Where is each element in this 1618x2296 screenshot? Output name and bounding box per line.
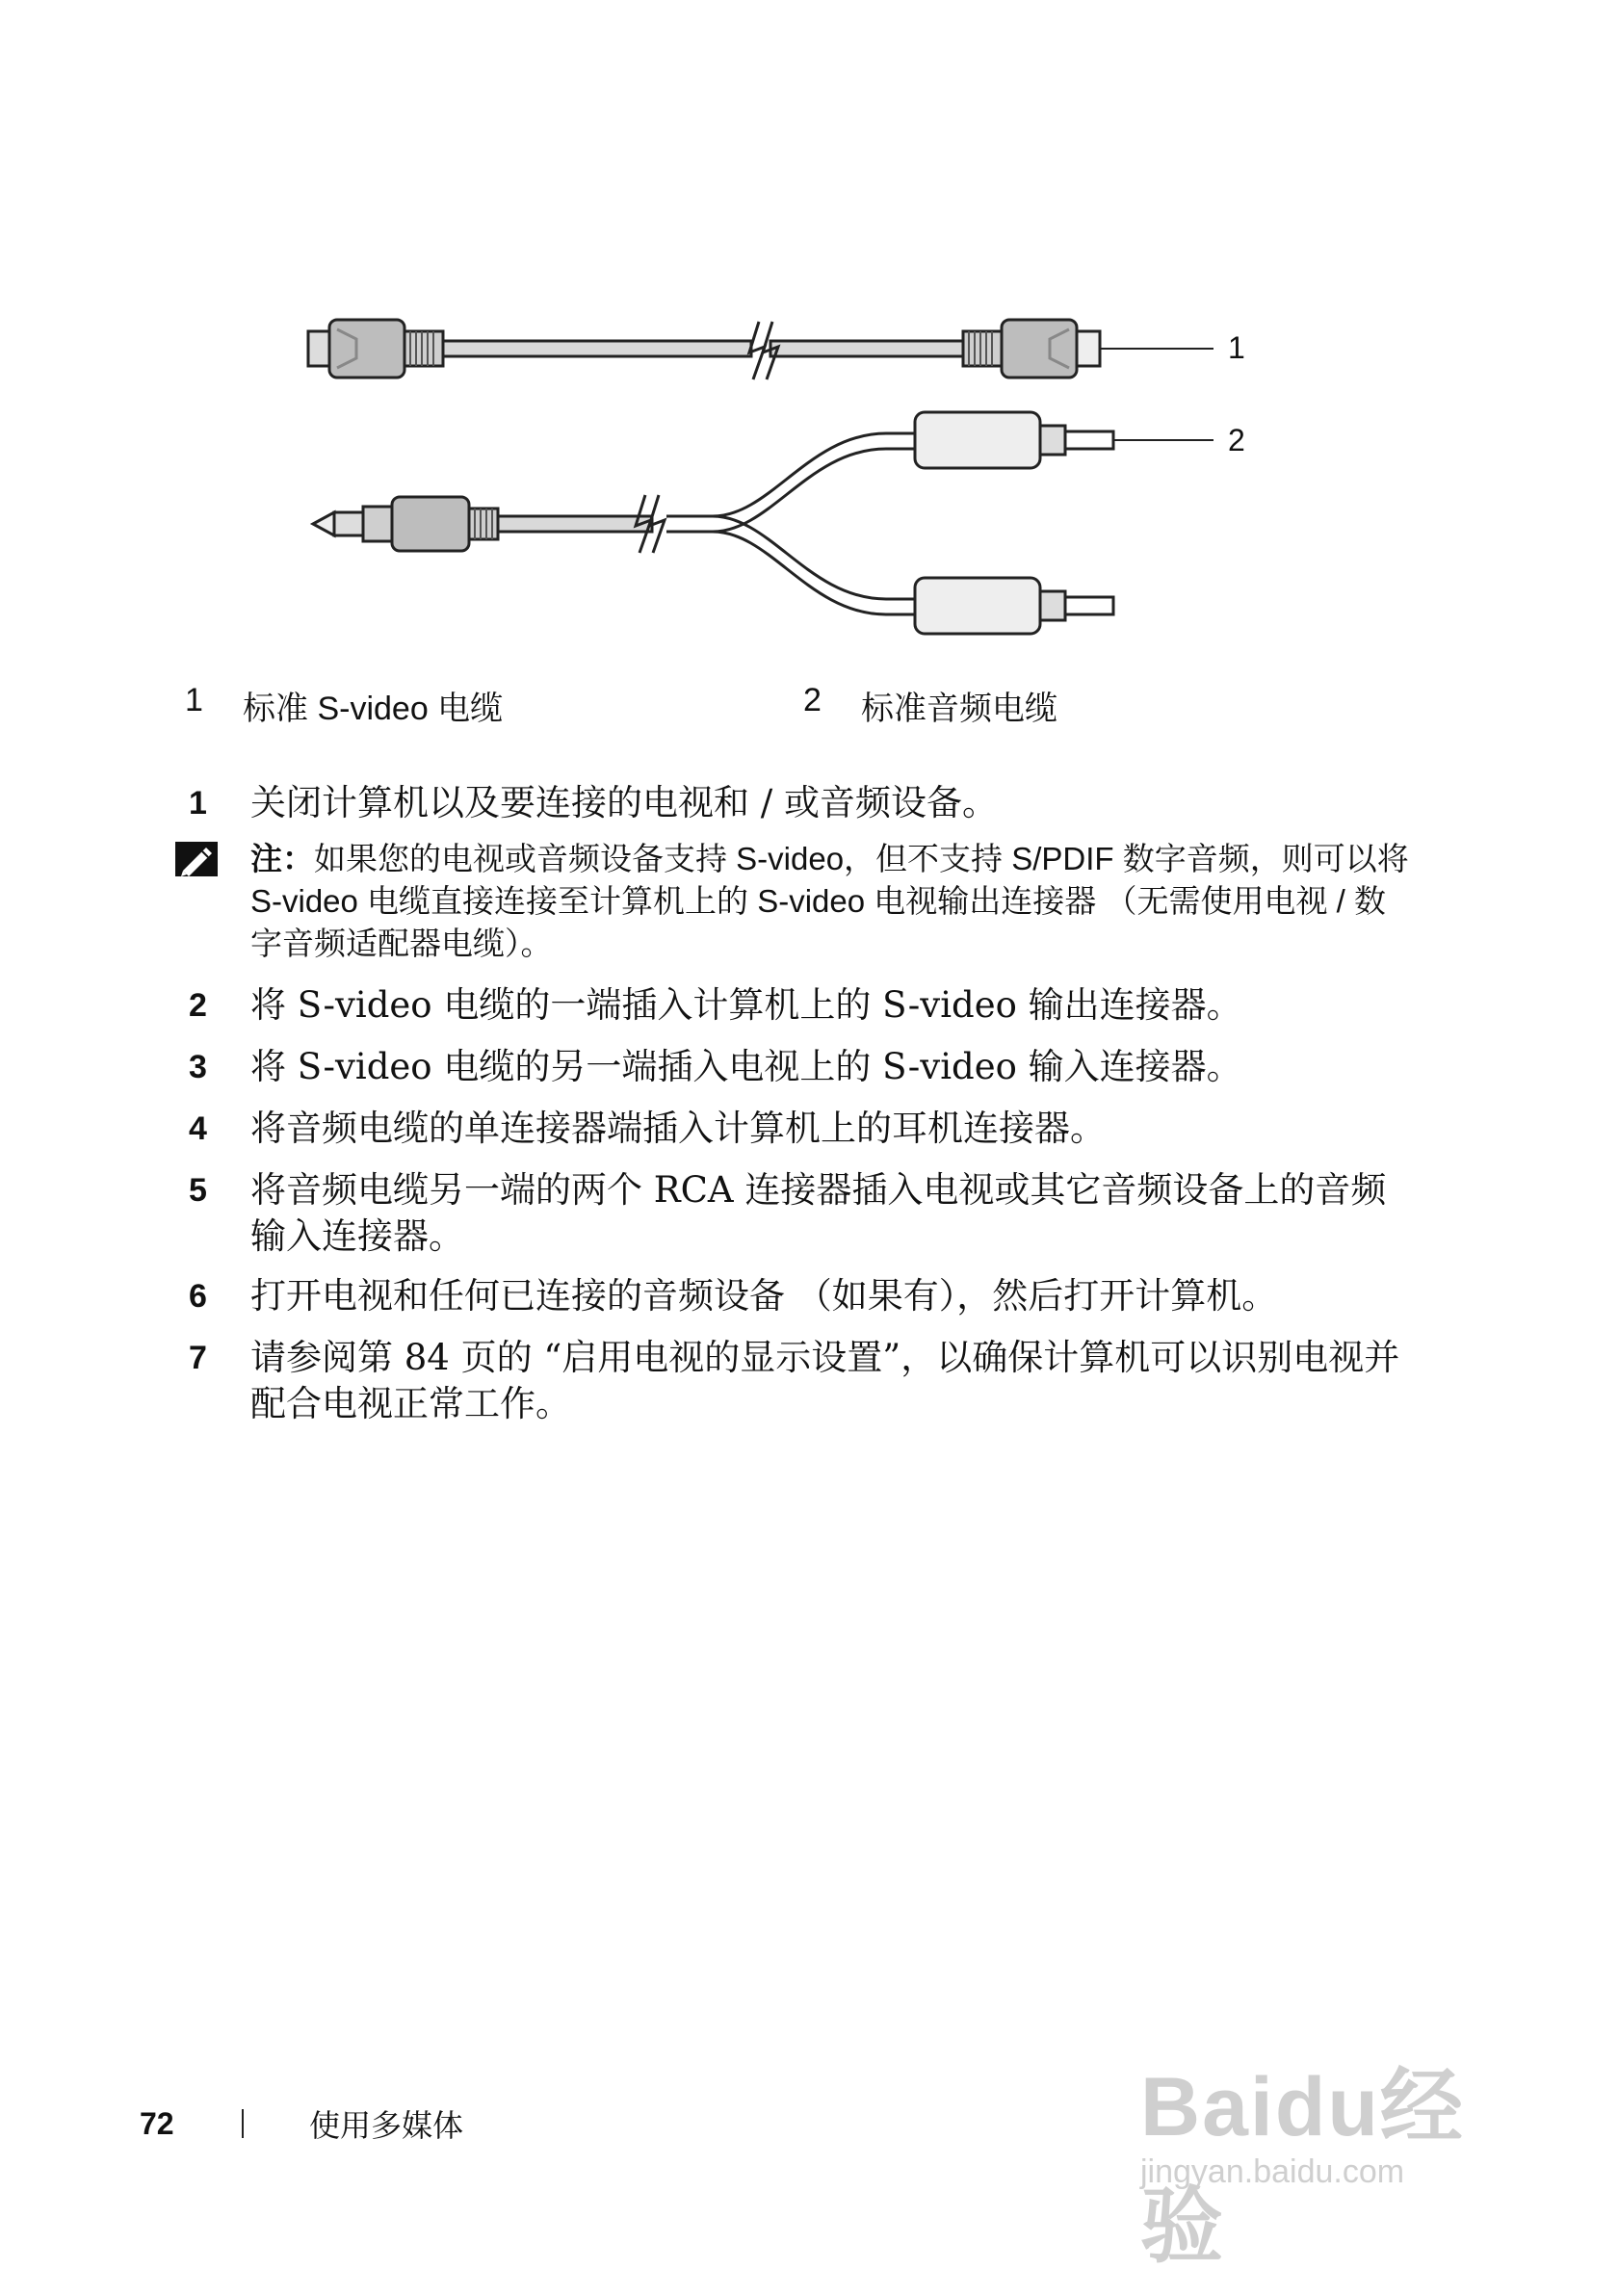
step-3 [189,1044,1402,1090]
caption-number: 2 [803,682,822,718]
cable-illustration [289,289,1291,674]
step-number: 2 [189,987,207,1024]
step-6 [189,1273,1402,1319]
step-text: 关闭计算机以及要连接的电视和 / 或音频设备。 [250,782,998,823]
step-7 [189,1335,1402,1427]
step-text: 请参阅第 84 页的 “启用电视的显示设置”，以确保计算机可以识别电视并配合电视正常工作。 [250,1337,1400,1424]
page-number: 72 [140,2105,174,2141]
note-label: 注： [250,841,314,876]
audio-cable [313,412,1214,634]
caption-text: 标准音频电缆 [861,691,1057,727]
step-number: 1 [189,785,207,822]
footer-divider [242,2109,244,2138]
watermark-url: jingyan.baidu.com [1140,2153,1405,2190]
step-5 [189,1167,1402,1260]
s-video-cable [308,320,1214,379]
step-text: 将音频电缆的单连接器端插入计算机上的耳机连接器。 [250,1108,1106,1149]
step-text: 打开电视和任何已连接的音频设备 （如果有），然后打开计算机。 [250,1275,1278,1317]
note-text: 如果您的电视或音频设备支持 S-video，但不支持 S/PDIF 数字音频，则可以将 S-video 电缆直接连接至计算机上的 S-video 电视输出连接器 （无需使用电视 / 数字音频适配器电缆）。 [250,841,1409,961]
step-number: 3 [189,1049,207,1085]
pencil-note-icon [173,838,250,965]
callout-2: 2 [1228,423,1245,457]
step-2 [189,982,1402,1029]
caption-audio [803,682,1057,729]
step-1 [189,780,1402,826]
watermark-brand: Baidu经验 [1140,2061,1465,2273]
step-number: 7 [189,1340,207,1376]
step-4 [189,1106,1402,1152]
step-text: 将音频电缆另一端的两个 RCA 连接器插入电视或其它音频设备上的音频输入连接器。 [250,1169,1387,1257]
caption-text: 标准 S-video 电缆 [243,691,504,727]
caption-number: 1 [185,682,203,718]
section-title: 使用多媒体 [309,2108,464,2143]
step-number: 4 [189,1110,207,1147]
step-number: 6 [189,1278,207,1315]
step-number: 5 [189,1172,207,1209]
step-text: 将 S-video 电缆的一端插入计算机上的 S-video 输出连接器。 [250,984,1242,1026]
callout-1: 1 [1228,330,1245,365]
caption-s-video [185,682,503,729]
note-block [173,838,1416,965]
step-text: 将 S-video 电缆的另一端插入电视上的 S-video 输入连接器。 [250,1046,1242,1087]
baidu-watermark [1140,2040,1526,2273]
page-footer [140,2101,463,2146]
